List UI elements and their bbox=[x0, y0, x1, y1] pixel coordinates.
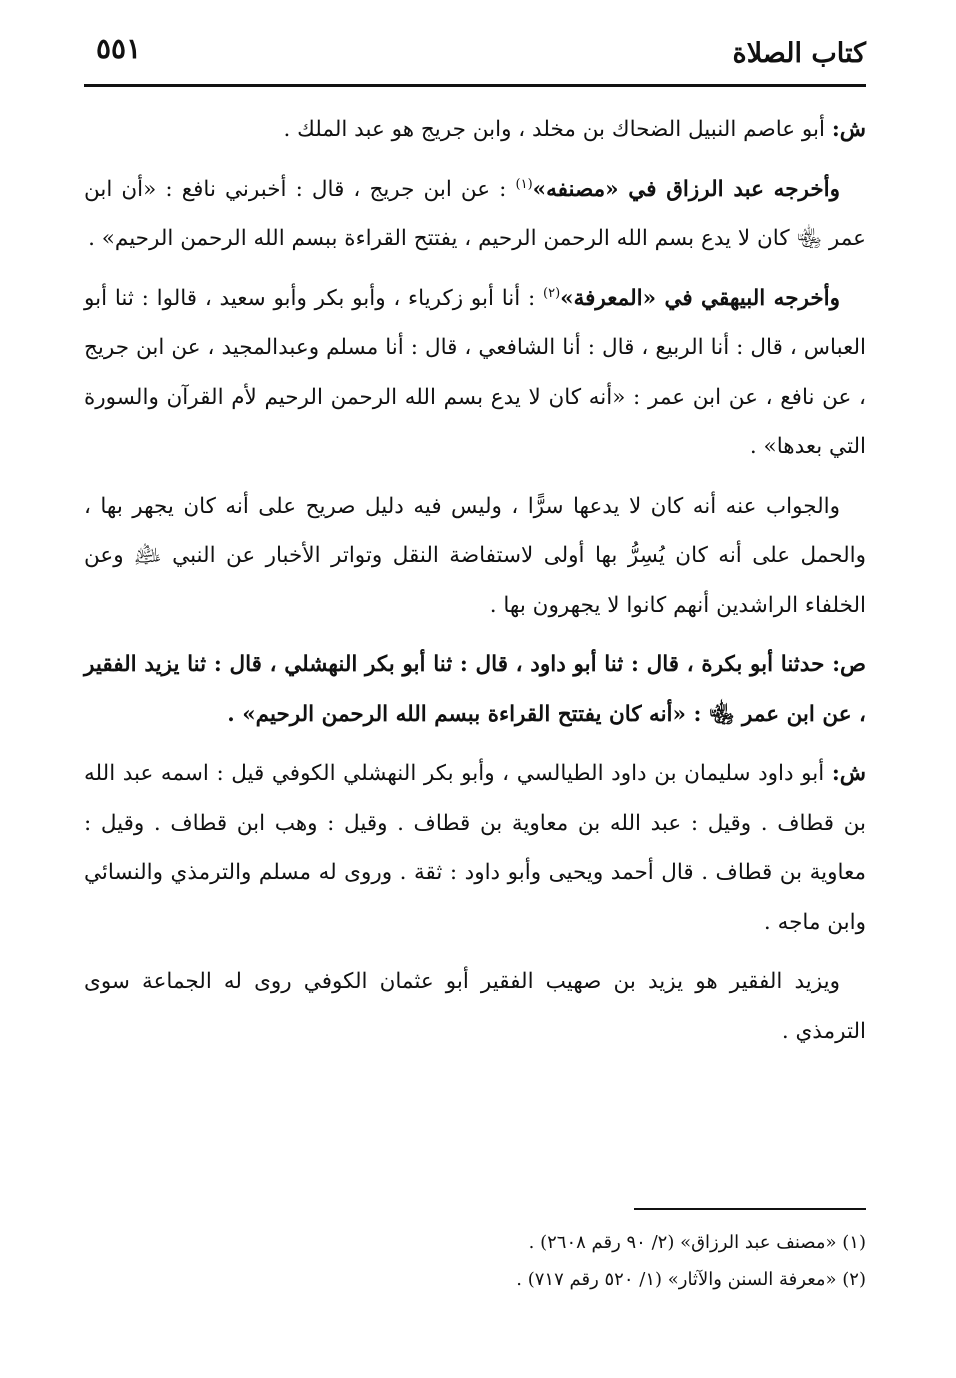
paragraph-text: : عن ابن جريج ، قال : أخبرني نافع : «أن ابن عمر ﵄ كان لا يدع بسم الله الرحمن الرحيم ، يفتتح القراءة ببسم الله الرحمن الرحيم» . bbox=[84, 176, 866, 251]
matn-label: ص: bbox=[832, 652, 866, 677]
footnote-separator bbox=[634, 1208, 866, 1210]
book-page bbox=[84, 28, 866, 1358]
footnote-ref-1[interactable]: (١) bbox=[515, 176, 533, 192]
paragraph-matn bbox=[84, 640, 866, 739]
footnote-ref-2[interactable]: (٢) bbox=[543, 285, 561, 301]
footnote-1: (١) «مصنف عبد الرزاق» (٢/ ٩٠ رقم ٢٦٠٨) . bbox=[528, 1232, 866, 1253]
footnote-2: (٢) «معرفة السنن والآثار» (١/ ٥٢٠ رقم ٧١٧) . bbox=[516, 1269, 866, 1290]
chapter-title: كتاب الصلاة bbox=[732, 38, 866, 69]
paragraph-answer bbox=[84, 482, 866, 631]
paragraph-yazid bbox=[84, 957, 866, 1056]
sharh-label: ش: bbox=[831, 761, 866, 786]
source-citation: وأخرجه عبد الرزاق في «مصنفه» bbox=[532, 176, 840, 202]
paragraph-text: والجواب عنه أنه كان لا يدعها سرًّا ، وليس فيه دليل صريح على أنه كان يجهر بها ، والحمل على أنه كان يُسِرُّ بها أولى لاستفاضة النقل وتواتر الأخبار عن النبي ﵇ وعن الخلفاء الراشدين أنهم كانوا لا يجهرون بها . bbox=[84, 493, 866, 618]
paragraph-text: حدثنا أبو بكرة ، قال : ثنا أبو داود ، قال : ثنا أبو بكر النهشلي ، قال : ثنا يزيد الفقير ، عن ابن عمر ﵄ : «أنه كان يفتتح القراءة ببسم الله الرحمن الرحيم» . bbox=[84, 652, 866, 727]
page-number: ٥٥١ bbox=[96, 32, 142, 65]
paragraph-sharh-2 bbox=[84, 749, 866, 947]
paragraph-text: أبو عاصم النبيل الضحاك بن مخلد ، وابن جريج هو عبد الملك . bbox=[283, 117, 832, 142]
source-citation: وأخرجه البيهقي في «المعرفة» bbox=[560, 285, 841, 311]
paragraph-sharh-1 bbox=[84, 105, 866, 155]
page-header bbox=[84, 28, 866, 87]
paragraph-text: أبو داود سليمان بن داود الطيالسي ، وأبو بكر النهشلي الكوفي قيل : اسمه عبد الله بن قطاف . وقيل : عبد الله بن معاوية بن قطاف . وقيل : وهب ابن قطاف . وقيل : معاوية بن قطاف . قال أحمد ويحيى وأبو داود : ثقة . وروى له مسلم والترمذي والنسائي وابن ماجه . bbox=[84, 761, 866, 935]
paragraph-text: : أنا أبو زكرياء ، وأبو بكر وأبو سعيد ، قالوا : ثنا أبو العباس ، قال : أنا الربيع ، قال : أنا الشافعي ، قال : أنا مسلم وعبدالمجيد ، عن ابن جريج ، عن نافع ، عن ابن عمر : «أنه كان لا يدع بسم الله الرحمن الرحيم لأم القرآن والسورة التي بعدها» . bbox=[84, 285, 866, 459]
main-text bbox=[84, 105, 866, 1056]
paragraph-text: ويزيد الفقير هو يزيد بن صهيب الفقير أبو عثمان الكوفي روى له الجماعة سوى الترمذي . bbox=[84, 969, 866, 1044]
paragraph-abdurrazzaq bbox=[84, 165, 866, 264]
paragraph-bayhaqi bbox=[84, 274, 866, 472]
footnotes bbox=[84, 1224, 866, 1298]
sharh-label: ش: bbox=[831, 117, 866, 142]
